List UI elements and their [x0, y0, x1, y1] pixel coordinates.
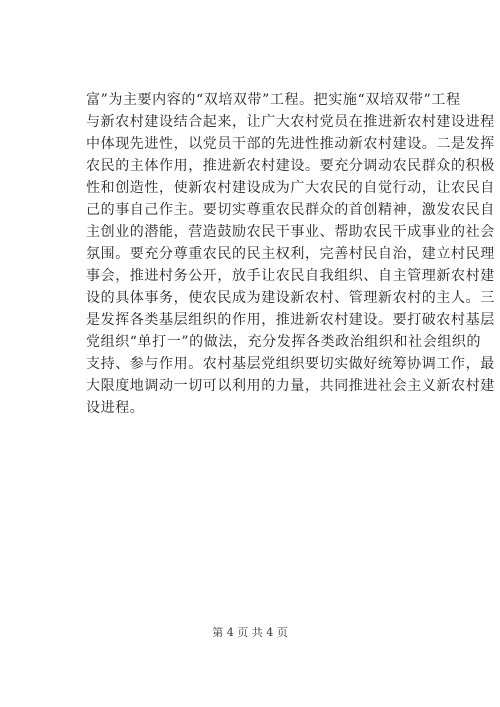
text-line: 中体现先进性，以党员干部的先进性推动新农村建设。二是发挥: [86, 136, 495, 152]
text-line: 是发挥各类基层组织的作用，推进新农村建设。要打破农村基层: [86, 312, 495, 328]
text-line: 富”为主要内容的“双培双带”工程。把实施“双培双带”工程: [86, 92, 461, 108]
text-line: 支持、参与作用。农村基层党组织要切实做好统筹协调工作，最: [86, 356, 495, 372]
text-line: 与新农村建设结合起来，让广大农村党员在推进新农村建设进程: [86, 114, 495, 130]
text-line: 农民的主体作用，推进新农村建设。要充分调动农民群众的积极: [86, 158, 495, 174]
text-line: 设的具体事务，使农民成为建设新农村、管理新农村的主人。三: [86, 290, 495, 306]
text-line: 氛围。要充分尊重农民的民主权利，完善村民自治，建立村民理: [86, 246, 495, 262]
text-line: 设进程。: [86, 400, 145, 416]
text-line: 己的事自己作主。要切实尊重农民群众的首创精神，激发农民自: [86, 202, 495, 218]
text-line: 党组织“单打一”的做法，充分发挥各类政治组织和社会组织的: [86, 334, 482, 350]
text-line: 事会，推进村务公开，放手让农民自我组织、自主管理新农村建: [86, 268, 495, 284]
text-line: 大限度地调动一切可以利用的力量，共同推进社会主义新农村建: [86, 378, 495, 394]
page-number-footer: 第 4 页 共 4 页: [212, 626, 288, 639]
text-line: 主创业的潜能，营造鼓励农民干事业、帮助农民干成事业的社会: [86, 224, 495, 240]
body-paragraph: [86, 89, 495, 419]
text-line: 性和创造性，使新农村建设成为广大农民的自觉行动，让农民自: [86, 180, 495, 196]
